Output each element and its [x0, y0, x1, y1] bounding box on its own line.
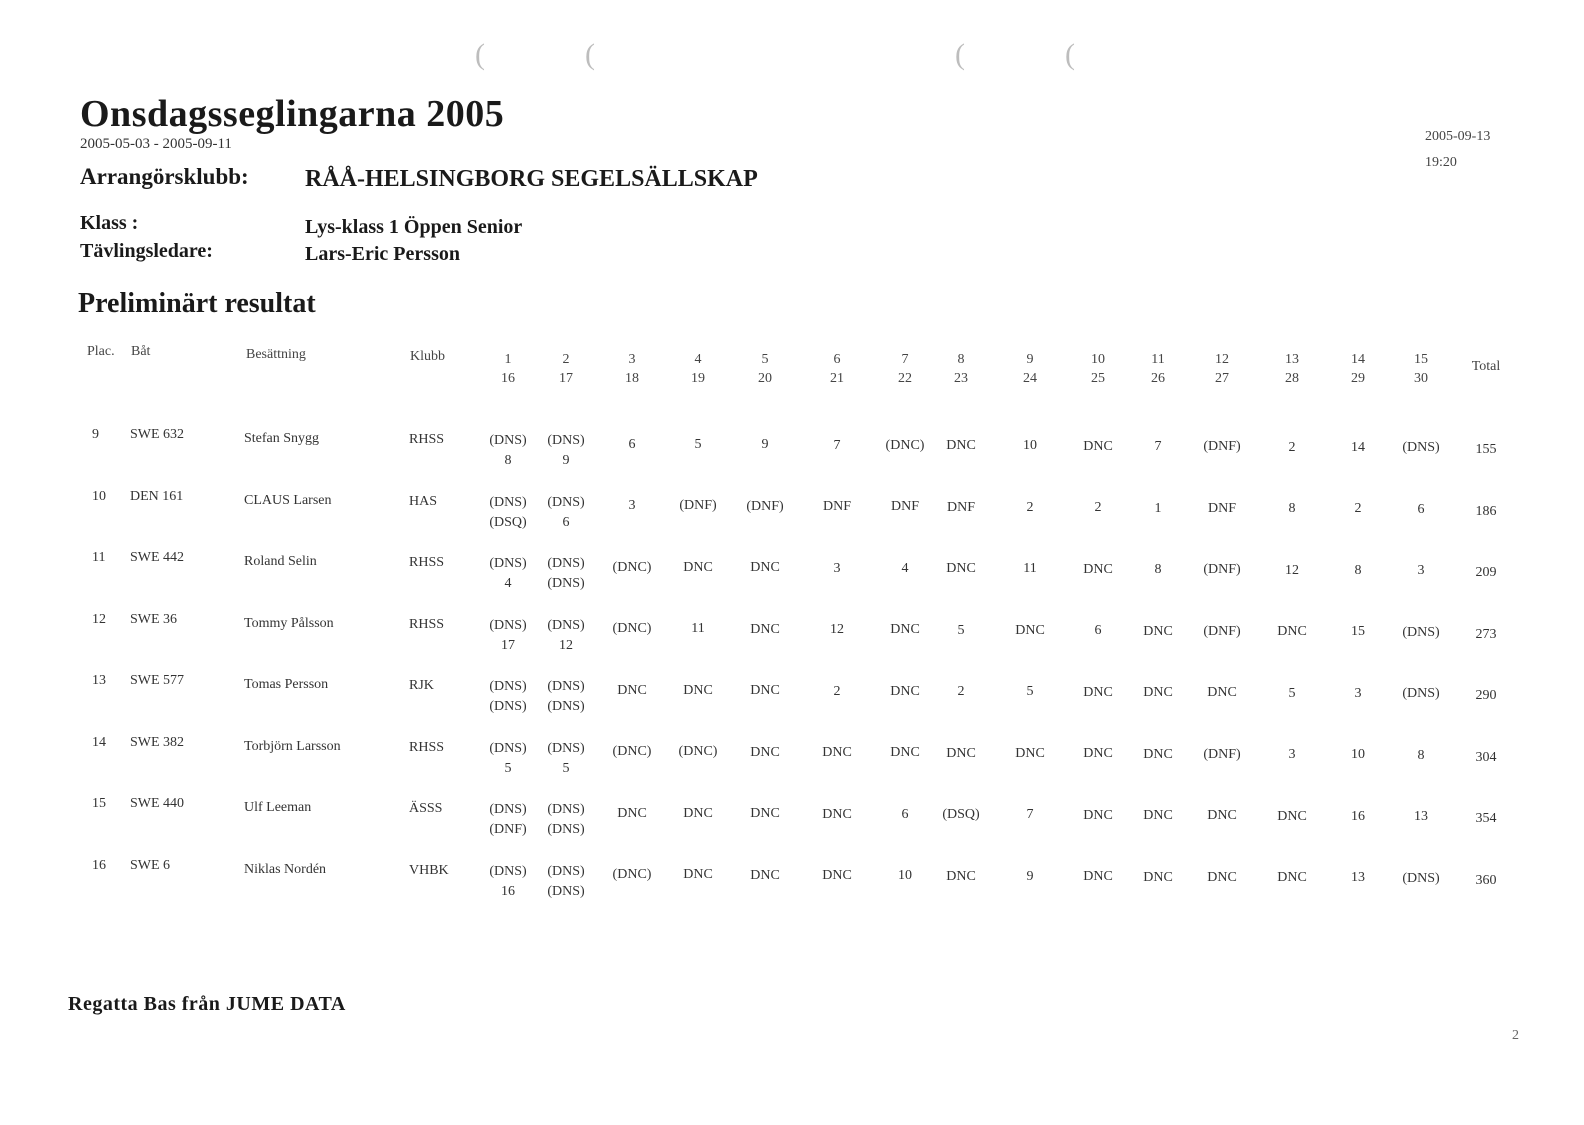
race-result: 11	[1023, 561, 1037, 577]
header-race-7: 7	[901, 352, 909, 367]
row-club: HAS	[409, 493, 438, 509]
row-plac: 13	[92, 673, 106, 688]
header-race-8: 8	[957, 352, 965, 367]
header-race-9: 9	[1026, 352, 1034, 367]
race-result: DNC	[1015, 622, 1045, 638]
race-result: (DNS)	[489, 617, 527, 633]
header-race-22: 22	[898, 371, 912, 386]
row-crew: Ulf Leeman	[244, 800, 312, 815]
row-boat: SWE 440	[130, 796, 185, 811]
header-race-19: 19	[691, 371, 705, 386]
row-boat: SWE 442	[130, 550, 185, 565]
race-result: 14	[1351, 439, 1365, 455]
race-result: DNF	[890, 499, 920, 515]
race-result: DNC	[822, 868, 852, 883]
row-total: 186	[1475, 503, 1497, 519]
row-plac: 9	[92, 427, 99, 442]
binder-hole-1: (	[475, 38, 485, 71]
header-race-13: 13	[1285, 352, 1299, 367]
header-race-18: 18	[625, 371, 639, 386]
row-crew: Niklas Nordén	[244, 861, 327, 877]
header-race-23: 23	[954, 371, 968, 386]
race-result: DNC	[1277, 808, 1307, 824]
race-result: 11	[691, 621, 705, 637]
race-result: (DNS)	[489, 679, 527, 694]
race-result: (DNS)	[1402, 440, 1440, 456]
race-result-secondary: 8	[504, 453, 512, 468]
race-result: 2	[1354, 501, 1362, 517]
race-result: DNC	[1143, 808, 1173, 823]
date-range: 2005-05-03 - 2005-09-11	[80, 136, 232, 152]
race-result: DNC	[822, 745, 852, 760]
race-result: (DNC)	[612, 621, 652, 637]
race-result: 8	[1288, 501, 1296, 517]
header-race-29: 29	[1351, 371, 1365, 386]
race-result-secondary: (DNS)	[547, 883, 585, 899]
race-result: 3	[1354, 685, 1362, 701]
row-boat: SWE 6	[130, 857, 171, 873]
race-result: DNC	[890, 745, 920, 761]
header-race-20: 20	[758, 371, 772, 386]
binder-hole-2: (	[585, 38, 595, 71]
race-result: 5	[1288, 685, 1296, 701]
row-total: 273	[1475, 626, 1497, 642]
race-result: DNC	[683, 682, 713, 698]
race-result: DNF	[822, 499, 852, 514]
race-result: DNC	[1277, 624, 1307, 640]
print-time: 19:20	[1425, 155, 1457, 170]
header-race-30: 30	[1414, 371, 1428, 386]
race-result-secondary: (DNF)	[489, 822, 527, 837]
race-result: DNC	[1207, 869, 1237, 885]
race-result: DNC	[617, 682, 647, 698]
race-result: (DNS)	[547, 556, 585, 572]
race-result: DNC	[750, 806, 780, 822]
race-result: 10	[1351, 747, 1365, 763]
row-crew: Tomas Persson	[244, 677, 329, 692]
race-result: (DNS)	[547, 617, 585, 633]
race-result: (DNS)	[489, 740, 527, 756]
row-club: RHSS	[409, 739, 445, 755]
row-crew: Tommy Pålsson	[244, 615, 334, 631]
leader-value: Lars-Eric Persson	[305, 243, 460, 265]
race-result: DNF	[946, 499, 976, 515]
race-result: DNC	[890, 683, 920, 699]
header-race-17: 17	[559, 371, 573, 386]
race-result: 8	[1417, 747, 1425, 763]
row-crew: Stefan Snygg	[244, 431, 320, 446]
row-boat: SWE 632	[130, 427, 185, 442]
header-race-10: 10	[1091, 352, 1105, 367]
section-title: Preliminärt resultat	[78, 288, 316, 319]
row-boat: SWE 36	[130, 611, 178, 627]
header-race-24: 24	[1023, 371, 1037, 386]
row-plac: 14	[92, 734, 106, 750]
race-result: 12	[830, 622, 844, 637]
row-plac: 11	[92, 550, 106, 565]
race-result-secondary: 4	[504, 576, 512, 591]
race-result: DNC	[1083, 869, 1113, 885]
race-result-secondary: (DNS)	[547, 699, 585, 714]
race-result-secondary: 16	[501, 883, 515, 899]
race-result: DNC	[1015, 745, 1045, 761]
race-result: 6	[1417, 501, 1425, 517]
header-klubb: Klubb	[410, 349, 445, 364]
header-race-5: 5	[761, 352, 769, 367]
race-result: (DNC)	[612, 559, 652, 575]
race-result: 2	[1026, 499, 1034, 515]
race-result: 7	[1026, 807, 1034, 823]
race-result: 16	[1351, 808, 1365, 824]
race-result: 15	[1351, 624, 1365, 640]
race-result-secondary: (DSQ)	[489, 514, 527, 530]
race-result: DNC	[750, 683, 780, 699]
race-result: DNC	[683, 559, 713, 575]
row-club: RJK	[409, 678, 434, 693]
header-race-16: 16	[501, 371, 515, 386]
race-result: (DNC)	[612, 744, 652, 760]
race-result: 1	[1154, 500, 1162, 516]
race-result: 3	[1417, 563, 1425, 579]
header-race-27: 27	[1215, 371, 1229, 386]
race-result: DNC	[1143, 869, 1173, 885]
header-race-6: 6	[833, 352, 841, 367]
header-race-28: 28	[1285, 371, 1299, 386]
race-result: (DNS)	[547, 679, 585, 695]
race-result: 9	[761, 437, 769, 453]
race-result: DNC	[750, 867, 780, 883]
row-crew: Roland Selin	[244, 554, 317, 569]
club-label: Arrangörsklubb:	[80, 164, 249, 189]
race-result: (DNC)	[678, 744, 718, 760]
race-result: 5	[1026, 684, 1034, 700]
race-result: (DNS)	[489, 494, 527, 510]
race-result: DNC	[1207, 808, 1237, 824]
header-race-25: 25	[1091, 371, 1105, 386]
race-result: DNC	[750, 560, 780, 576]
header-race-26: 26	[1151, 371, 1165, 386]
race-result: (DNF)	[746, 498, 784, 514]
row-total: 304	[1475, 749, 1497, 765]
row-boat: SWE 382	[130, 734, 185, 750]
race-result: 7	[833, 437, 841, 453]
race-result: 5	[694, 436, 702, 452]
row-total: 354	[1475, 811, 1497, 826]
row-boat: SWE 577	[130, 673, 185, 688]
leader-label: Tävlingsledare:	[80, 240, 213, 262]
race-result: (DNS)	[1402, 624, 1440, 640]
race-result: (DNS)	[489, 433, 527, 448]
row-total: 209	[1475, 565, 1497, 580]
header-race-1: 1	[504, 352, 512, 367]
header-race-3: 3	[628, 352, 636, 367]
race-result: 8	[1154, 562, 1162, 577]
race-result: DNC	[946, 561, 976, 577]
race-result: DNC	[946, 438, 976, 454]
race-result: 13	[1414, 809, 1428, 825]
race-result: (DNS)	[547, 863, 585, 879]
race-result: (DNS)	[547, 802, 585, 818]
header-total: Total	[1471, 359, 1501, 374]
race-result: 3	[628, 498, 636, 514]
race-result: 6	[628, 436, 636, 452]
race-result: DNC	[1277, 870, 1307, 886]
race-result-secondary: 5	[562, 760, 570, 776]
club-value: RÅÅ-HELSINGBORG SEGELSÄLLSKAP	[305, 166, 758, 192]
header-bat: Båt	[131, 344, 151, 359]
header-race-2: 2	[562, 352, 570, 367]
row-plac: 12	[92, 611, 106, 627]
race-result: 10	[898, 868, 912, 884]
print-date: 2005-09-13	[1425, 129, 1491, 144]
race-result: 6	[901, 806, 909, 822]
race-result-secondary: 17	[501, 637, 515, 653]
race-result: (DNF)	[1203, 623, 1241, 639]
race-result: DNC	[617, 805, 647, 821]
binder-hole-3: (	[955, 38, 965, 71]
header-race-4: 4	[694, 352, 702, 367]
race-result: DNC	[890, 622, 920, 638]
row-plac: 16	[92, 857, 106, 873]
race-result: (DNF)	[1203, 439, 1241, 455]
race-result: 10	[1023, 438, 1037, 454]
class-label: Klass :	[80, 212, 139, 234]
race-result: DNC	[1083, 438, 1113, 454]
race-result: 12	[1285, 562, 1299, 578]
race-result: DNF	[1207, 500, 1237, 516]
race-result: DNC	[822, 806, 852, 822]
row-crew: Torbjörn Larsson	[244, 738, 341, 754]
race-result: 2	[1288, 439, 1296, 455]
row-total: 290	[1475, 688, 1497, 703]
race-result: (DNS)	[547, 433, 585, 449]
row-total: 155	[1475, 442, 1497, 457]
race-result-secondary: 9	[562, 453, 570, 468]
header-plac: Plac.	[87, 344, 115, 359]
race-result: 9	[1026, 868, 1034, 884]
race-result: DNC	[1083, 807, 1113, 823]
race-result: 7	[1154, 439, 1162, 454]
row-total: 360	[1475, 872, 1497, 888]
row-plac: 15	[92, 796, 106, 811]
race-result: DNC	[750, 621, 780, 637]
race-result: (DNS)	[1402, 870, 1440, 886]
race-result-secondary: (DNS)	[547, 822, 585, 837]
race-result: (DNF)	[1203, 746, 1241, 762]
race-result-secondary: 6	[562, 514, 570, 530]
race-result: 5	[957, 622, 965, 638]
page-number: 2	[1512, 1028, 1519, 1043]
race-result: DNC	[1083, 684, 1113, 700]
race-result: DNC	[1143, 685, 1173, 700]
race-result-secondary: 12	[559, 637, 573, 653]
document-title: Onsdagsseglingarna 2005	[80, 93, 505, 135]
race-result: DNC	[1083, 561, 1113, 577]
race-result: DNC	[683, 867, 713, 883]
race-result: (DNF)	[679, 498, 717, 514]
race-result: DNC	[750, 744, 780, 760]
row-crew: CLAUS Larsen	[244, 492, 332, 508]
race-result: (DNC)	[885, 437, 925, 453]
row-club: RHSS	[409, 432, 445, 447]
race-result: 6	[1094, 623, 1102, 639]
race-result: (DNS)	[489, 556, 527, 571]
race-result: 3	[1288, 747, 1296, 763]
footer-text: Regatta Bas från JUME DATA	[68, 993, 346, 1015]
race-result: DNC	[1083, 746, 1113, 762]
row-club: ÄSSS	[409, 801, 443, 816]
race-result: 8	[1354, 562, 1362, 578]
race-result: 2	[1094, 500, 1102, 516]
header-race-11: 11	[1151, 352, 1165, 367]
race-result: (DSQ)	[942, 807, 980, 823]
race-result: 13	[1351, 870, 1365, 886]
binder-hole-4: (	[1065, 38, 1075, 71]
header-race-14: 14	[1351, 352, 1365, 367]
race-result: 3	[833, 560, 841, 576]
race-result: DNC	[1207, 685, 1237, 701]
race-result: DNC	[946, 745, 976, 761]
race-result: (DNS)	[547, 494, 585, 510]
header-besattning: Besättning	[246, 347, 306, 362]
race-result-secondary: 5	[504, 760, 512, 776]
row-club: RHSS	[409, 555, 445, 570]
row-club: RHSS	[409, 616, 445, 632]
race-result: (DNS)	[547, 740, 585, 756]
row-boat: DEN 161	[130, 488, 184, 504]
race-result: (DNC)	[612, 867, 652, 883]
race-result-secondary: (DNS)	[547, 576, 585, 591]
race-result: (DNS)	[489, 802, 527, 817]
race-result-secondary: (DNS)	[489, 699, 527, 714]
race-result: DNC	[946, 868, 976, 884]
race-result: DNC	[683, 805, 713, 821]
row-club: VHBK	[409, 862, 449, 878]
header-race-21: 21	[830, 371, 844, 386]
race-result: 2	[833, 683, 841, 699]
class-value: Lys-klass 1 Öppen Senior	[305, 216, 523, 238]
race-result: DNC	[1143, 746, 1173, 762]
race-result: 2	[957, 684, 965, 700]
race-result: 4	[901, 560, 909, 576]
row-plac: 10	[92, 488, 106, 504]
race-result: (DNS)	[489, 863, 527, 879]
race-result: DNC	[1143, 623, 1173, 639]
race-result: (DNS)	[1402, 686, 1440, 702]
race-result: (DNF)	[1203, 562, 1241, 578]
header-race-12: 12	[1215, 352, 1229, 367]
header-race-15: 15	[1414, 352, 1428, 367]
